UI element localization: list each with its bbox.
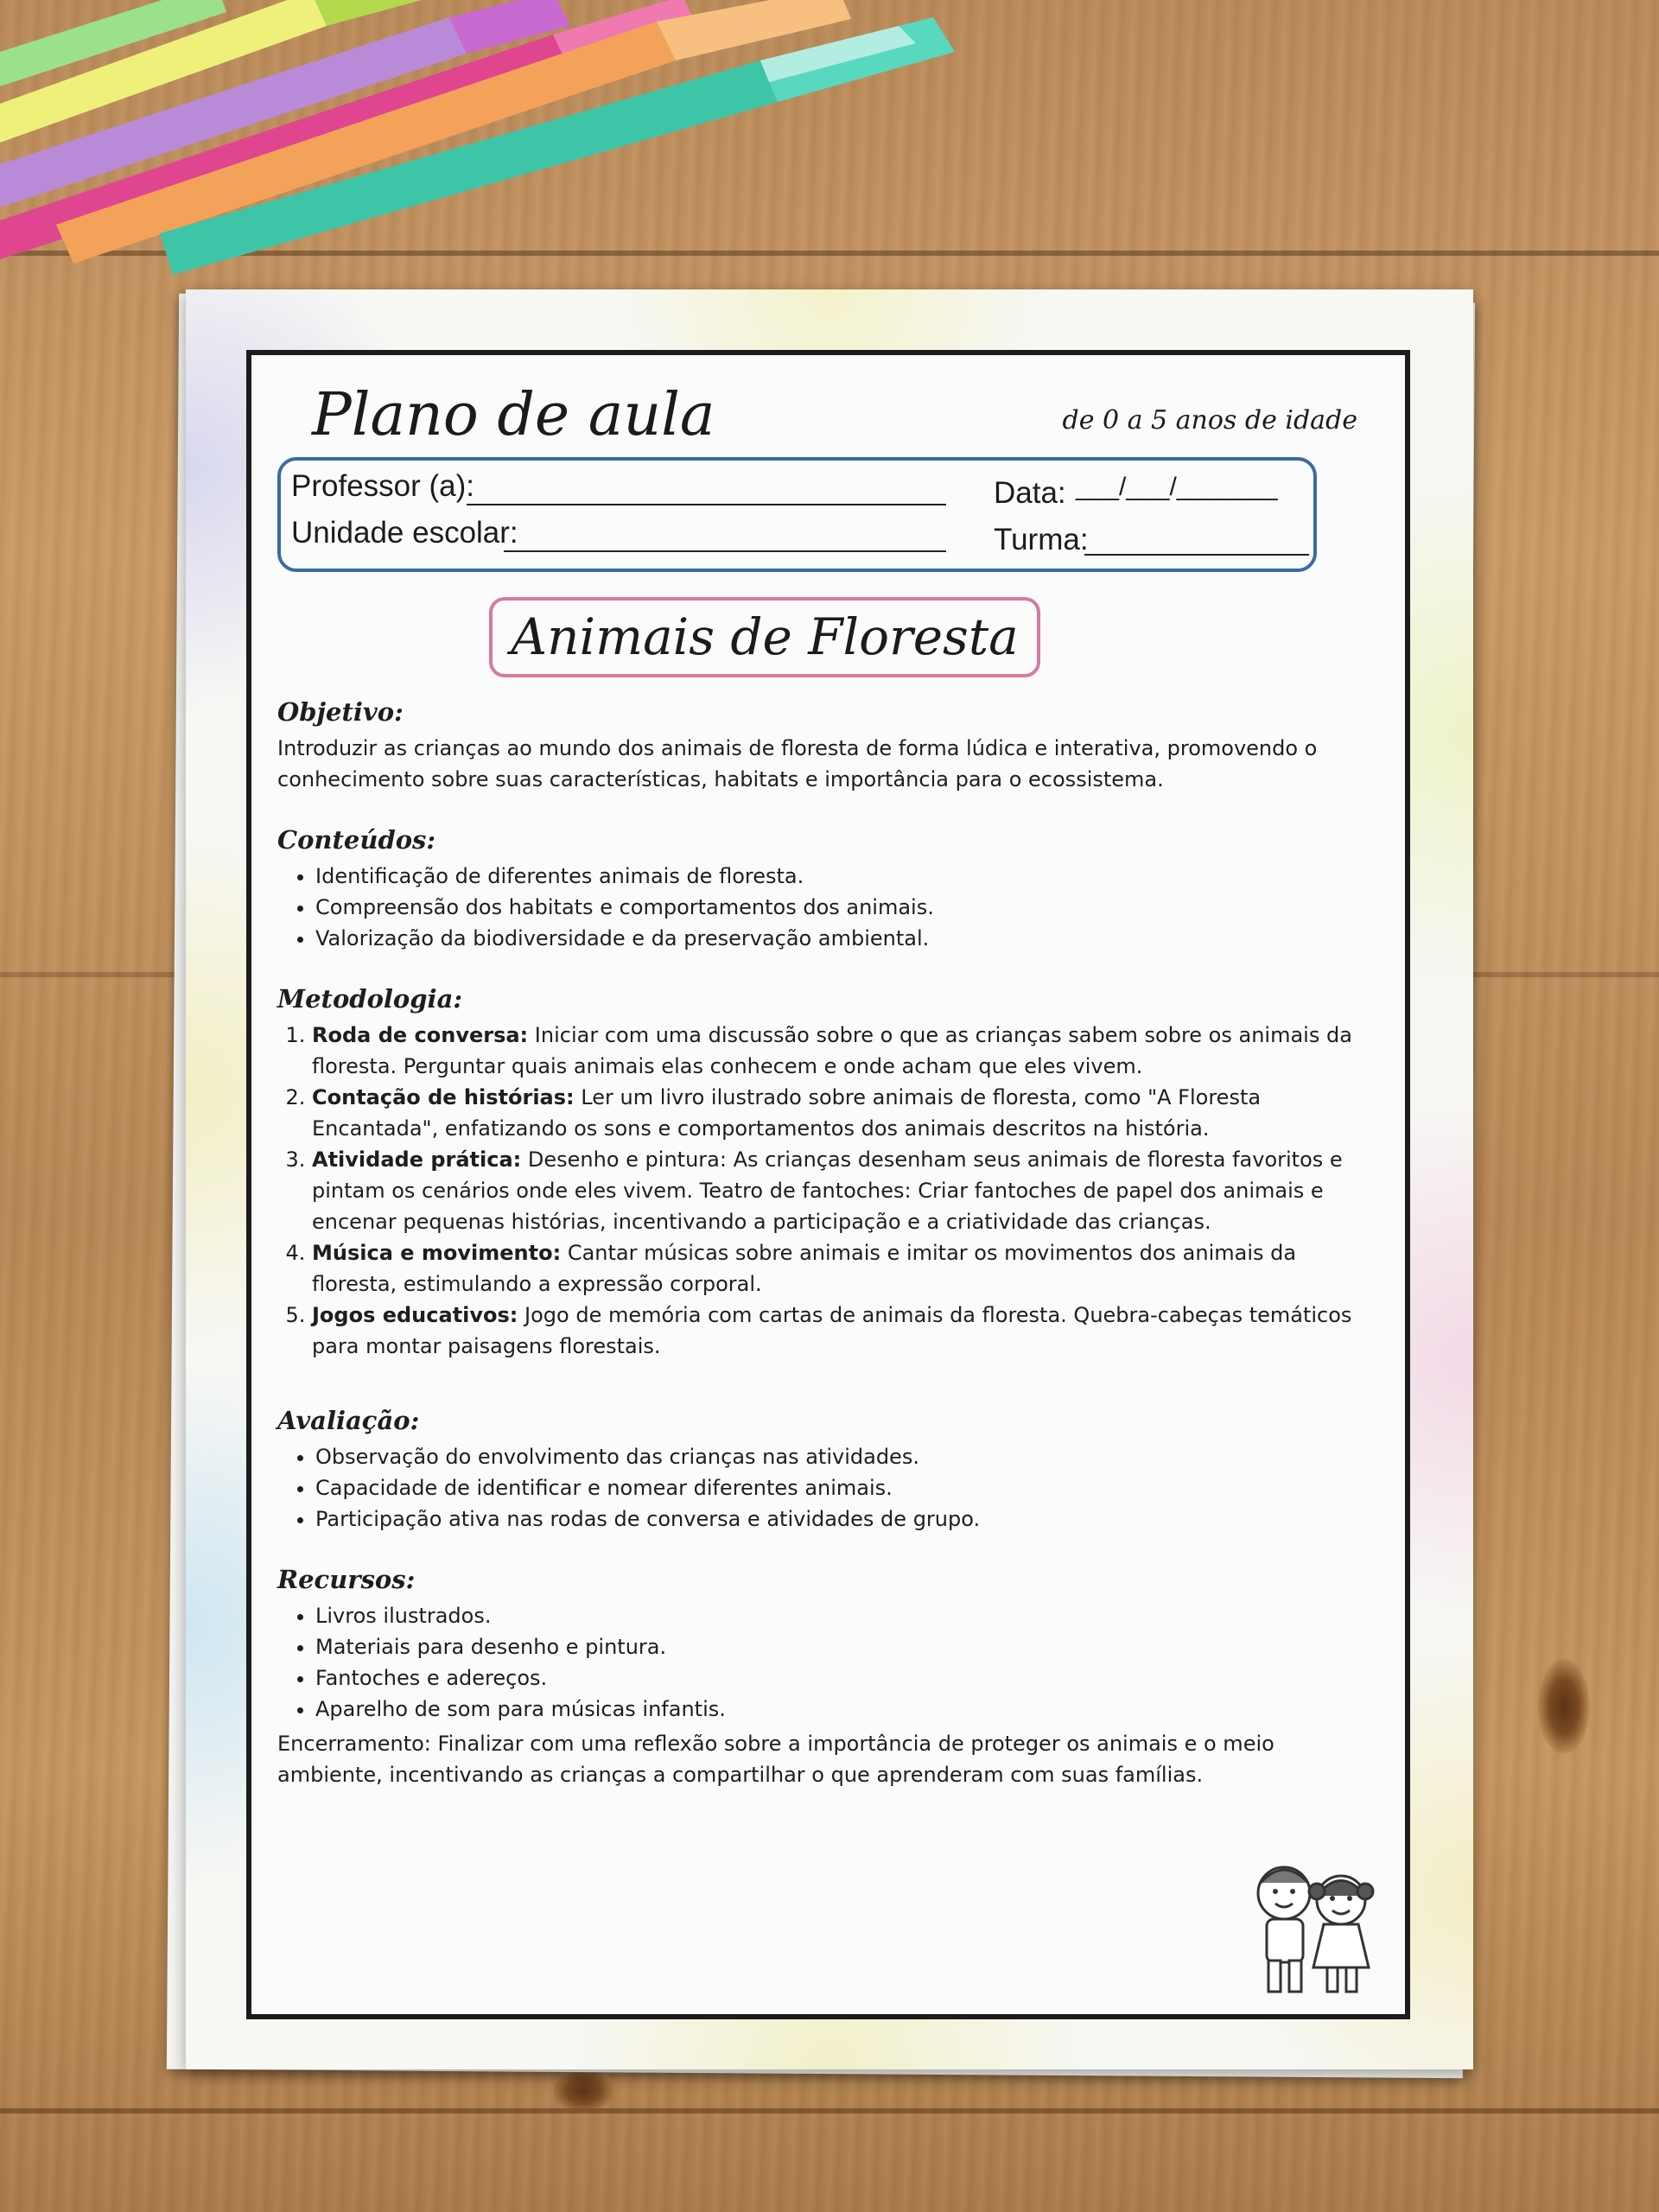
item-label: Música e movimento: <box>312 1241 562 1265</box>
list-item: • Fantoches e adereços. <box>315 1662 1375 1694</box>
page-title: Plano de aula <box>312 381 715 449</box>
data-label: Data: <box>994 476 1066 510</box>
conteudos-list <box>277 861 1375 954</box>
conteudos-title: Conteúdos: <box>277 825 436 855</box>
professor-field[interactable] <box>467 504 946 505</box>
page-frame <box>246 350 1410 2019</box>
item-text: Jogo de memória com cartas de animais da floresta. Quebra-cabeças temáticos para montar paisagens florestais. <box>312 1303 1352 1358</box>
list-item: • Aparelho de som para músicas infantis. <box>315 1694 1375 1725</box>
wood-plank-seam <box>0 2108 1659 2113</box>
avaliacao-list <box>277 1441 1375 1535</box>
metodologia-list <box>277 1020 1375 1362</box>
recursos-title: Recursos: <box>277 1565 416 1594</box>
metodologia-title: Metodologia: <box>277 984 463 1014</box>
list-item: • Livros ilustrados. <box>315 1600 1375 1631</box>
item-text: Iniciar com uma discussão sobre o que as crianças sabem sobre os animais da floresta. Perguntar quais animais elas conhecem e onde acham que eles vivem. <box>312 1023 1352 1078</box>
kids-clipart-icon <box>1230 1848 1395 2004</box>
recursos-list <box>277 1600 1375 1725</box>
turma-label: Turma: <box>994 523 1089 556</box>
objetivo-title: Objetivo: <box>277 697 404 727</box>
encerramento-text: Encerramento: Finalizar com uma reflexão sobre a importância de proteger os animais e o meio ambiente, incentivando as crianças a compartilhar o que aprenderam com suas famílias. <box>277 1732 1274 1787</box>
professor-label: Professor (a): <box>291 469 474 503</box>
list-item <box>312 1237 1375 1300</box>
list-item <box>312 1082 1375 1144</box>
list-item: • Observação do envolvimento das crianças nas atividades. <box>315 1441 1375 1472</box>
list-item: • Participação ativa nas rodas de conversa e atividades de grupo. <box>315 1503 1375 1535</box>
lesson-plan-sheet <box>186 289 1473 2069</box>
list-item: • Valorização da biodiversidade e da preservação ambiental. <box>315 923 1375 954</box>
list-item: • Identificação de diferentes animais de floresta. <box>315 861 1375 892</box>
item-text: Ler um livro ilustrado sobre animais de floresta, como "A Floresta Encantada", enfatizando os sons e comportamentos dos animais descritos na história. <box>312 1085 1262 1141</box>
topic-title: Animais de Floresta <box>511 607 1019 666</box>
item-label: Contação de histórias: <box>312 1085 575 1109</box>
list-item: • Capacidade de identificar e nomear diferentes animais. <box>315 1472 1375 1503</box>
wood-knot <box>1538 1659 1590 1754</box>
lesson-content <box>277 696 1375 1790</box>
unidade-label: Unidade escolar: <box>291 516 518 550</box>
wood-knot <box>553 2069 613 2113</box>
data-field[interactable]: ___/___/_______ <box>1076 473 1278 501</box>
list-item <box>312 1300 1375 1362</box>
list-item <box>312 1144 1375 1237</box>
item-text: Desenho e pintura: As crianças desenham seus animais de floresta favoritos e pintam os cenários onde eles vivem. Teatro de fantoches: Criar fantoches de papel dos animais e encenar pequenas histórias, incentivando a participação e a criatividade das crianças. <box>312 1147 1343 1234</box>
item-label: Atividade prática: <box>312 1147 522 1172</box>
item-label: Roda de conversa: <box>312 1023 529 1047</box>
list-item: • Materiais para desenho e pintura. <box>315 1631 1375 1662</box>
avaliacao-title: Avaliação: <box>277 1406 420 1435</box>
teacher-info-box <box>277 457 1317 572</box>
item-text: Cantar músicas sobre animais e imitar os movimentos dos animais da floresta, estimulando a expressão corporal. <box>312 1241 1297 1296</box>
objetivo-text: Introduzir as crianças ao mundo dos animais de floresta de forma lúdica e interativa, promovendo o conhecimento sobre suas características, habitats e importância para o ecossistema. <box>277 736 1318 791</box>
topic-box <box>489 597 1040 677</box>
pens-illustration <box>0 0 994 285</box>
unidade-field[interactable] <box>504 550 946 552</box>
list-item: • Compreensão dos habitats e comportamentos dos animais. <box>315 892 1375 923</box>
list-item <box>312 1020 1375 1082</box>
item-label: Jogos educativos: <box>312 1303 518 1327</box>
turma-field[interactable] <box>1084 554 1309 556</box>
age-range: de 0 a 5 anos de idade <box>1062 405 1357 435</box>
